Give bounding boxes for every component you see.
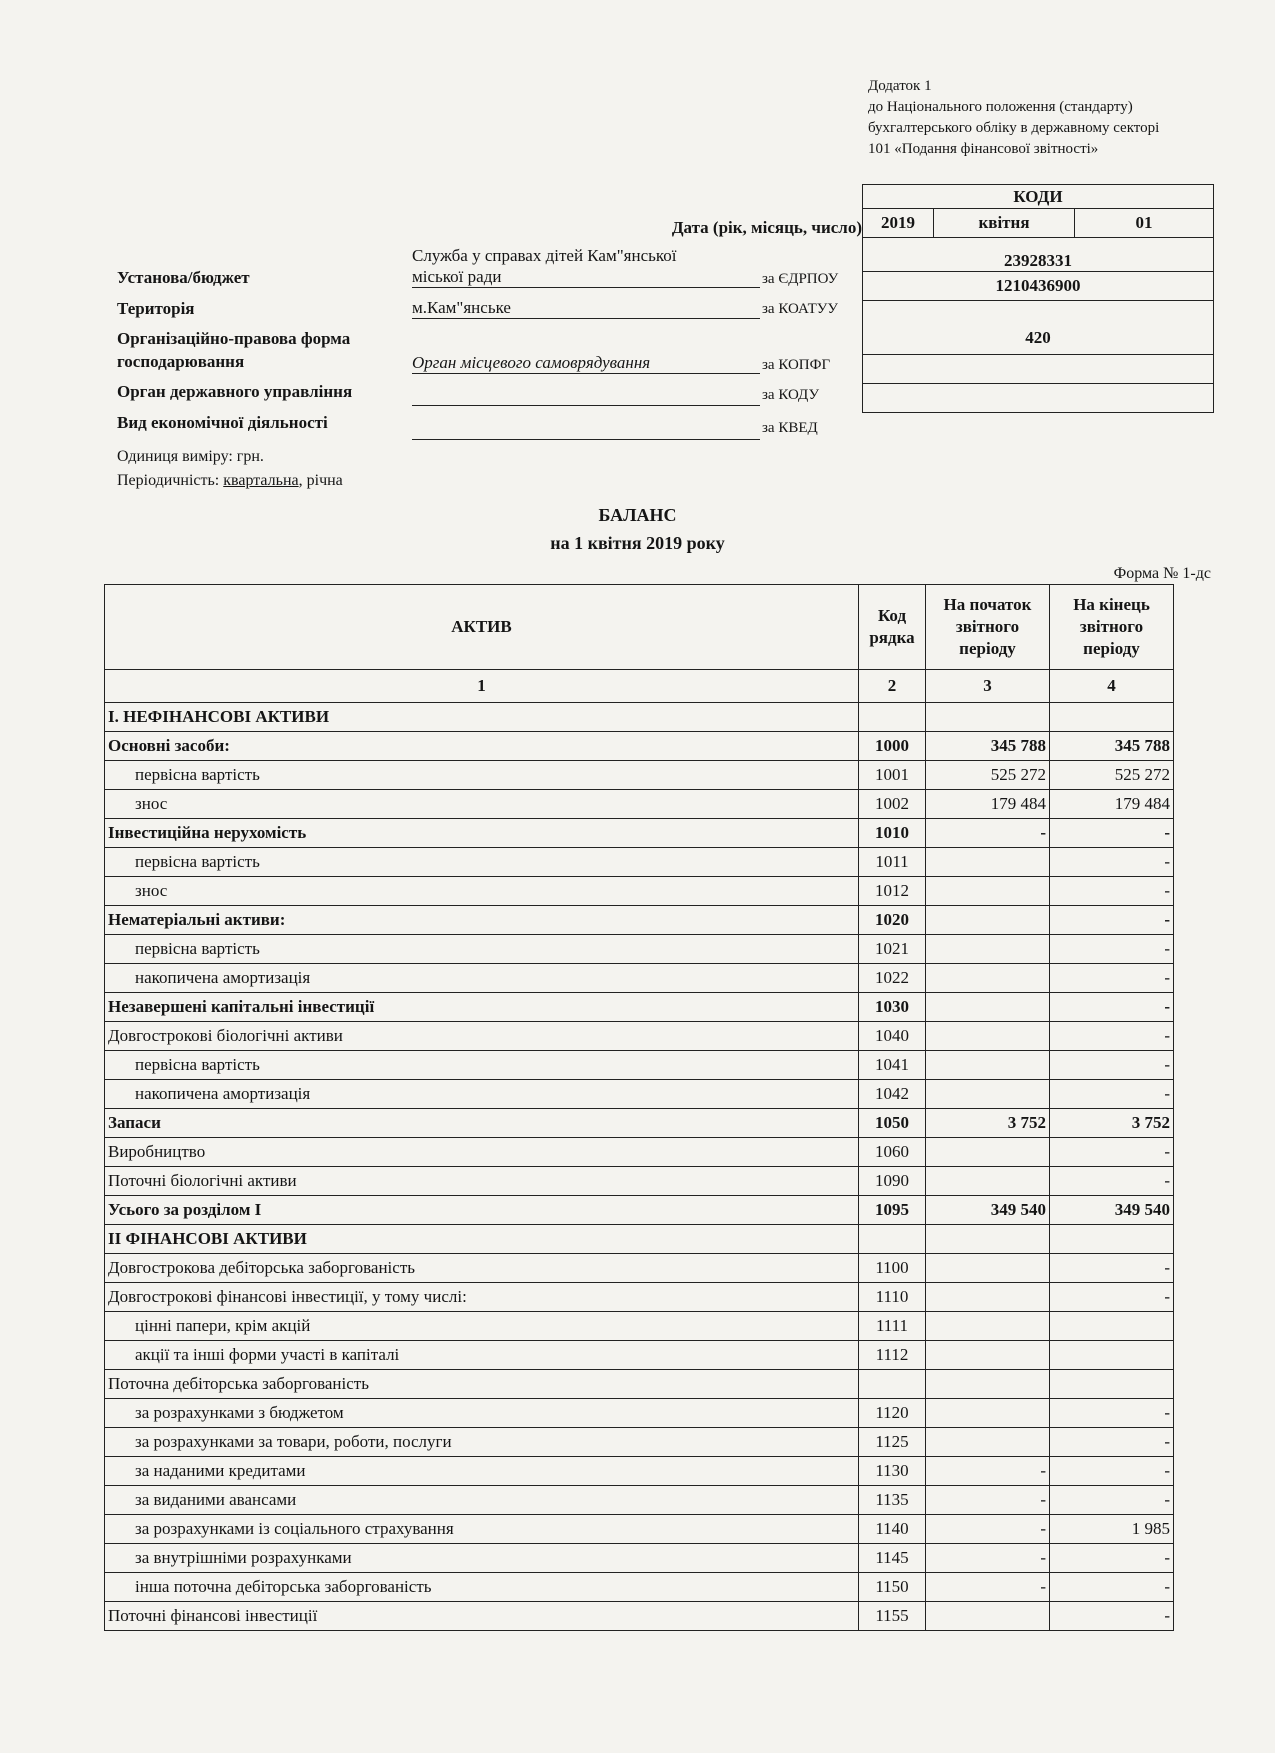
unit-label: Одиниця виміру: грн. — [117, 448, 264, 465]
row-code: 1145 — [859, 1544, 926, 1573]
row-start-value — [926, 1399, 1050, 1428]
table-row — [105, 1573, 1174, 1602]
row-end-value: 179 484 — [1050, 790, 1174, 819]
col-number-1: 1 — [105, 670, 859, 703]
gov-body-label: Орган державного управління — [117, 382, 353, 401]
table-row — [105, 1341, 1174, 1370]
row-name: за внутрішніми розрахунками — [105, 1544, 859, 1573]
row-code: 1050 — [859, 1109, 926, 1138]
kodu-code — [863, 355, 1214, 384]
table-row — [105, 1602, 1174, 1631]
row-start-value — [926, 964, 1050, 993]
row-name: за розрахунками з бюджетом — [105, 1399, 859, 1428]
row-name: Поточні фінансові інвестиції — [105, 1602, 859, 1631]
koatuu-label: за КОАТУУ — [762, 301, 838, 317]
row-end-value: 345 788 — [1050, 732, 1174, 761]
row-start-value: 349 540 — [926, 1196, 1050, 1225]
date-day: 01 — [1075, 209, 1214, 238]
table-row — [105, 761, 1174, 790]
row-end-value: - — [1050, 1602, 1174, 1631]
row-name: цінні папери, крім акцій — [105, 1312, 859, 1341]
row-name: Незавершені капітальні інвестиції — [105, 993, 859, 1022]
row-code: 1125 — [859, 1428, 926, 1457]
row-name: за розрахунками за товари, роботи, послуги — [105, 1428, 859, 1457]
row-end-value: - — [1050, 1254, 1174, 1283]
table-row — [105, 1457, 1174, 1486]
table-row — [105, 993, 1174, 1022]
kodu-label: за КОДУ — [762, 387, 820, 403]
table-row — [105, 819, 1174, 848]
row-start-value — [926, 1312, 1050, 1341]
annex-line-2: до Національного положення (стандарту) — [868, 99, 1133, 115]
row-name: акції та інші форми участі в капіталі — [105, 1341, 859, 1370]
header-end-1: На кінець — [1073, 595, 1150, 614]
row-name: первісна вартість — [105, 848, 859, 877]
col-number-3: 3 — [926, 670, 1050, 703]
territory-label: Територія — [117, 299, 195, 318]
annex-line-1: Додаток 1 — [868, 78, 932, 94]
row-start-value — [926, 1370, 1050, 1399]
row-start-value: 3 752 — [926, 1109, 1050, 1138]
row-start-value — [926, 1254, 1050, 1283]
row-name: за розрахунками із соціального страхування — [105, 1515, 859, 1544]
row-code: 1011 — [859, 848, 926, 877]
row-code: 1040 — [859, 1022, 926, 1051]
edrpou-label: за ЄДРПОУ — [762, 271, 839, 287]
row-end-value: - — [1050, 1022, 1174, 1051]
row-code: 1155 — [859, 1602, 926, 1631]
table-row — [105, 848, 1174, 877]
row-start-value: - — [926, 1573, 1050, 1602]
row-start-value — [926, 1138, 1050, 1167]
row-end-value — [1050, 1341, 1174, 1370]
row-start-value — [926, 993, 1050, 1022]
header-start-1: На початок — [943, 595, 1032, 614]
row-name: знос — [105, 877, 859, 906]
row-end-value: - — [1050, 1138, 1174, 1167]
row-name: Довгострокові біологічні активи — [105, 1022, 859, 1051]
row-start-value — [926, 1051, 1050, 1080]
table-row — [105, 1051, 1174, 1080]
col-number-4: 4 — [1050, 670, 1174, 703]
codes-header: КОДИ — [863, 185, 1214, 209]
header-start-3: періоду — [959, 639, 1016, 658]
row-code: 1150 — [859, 1573, 926, 1602]
table-row — [105, 1544, 1174, 1573]
row-code: 1110 — [859, 1283, 926, 1312]
row-code: 1042 — [859, 1080, 926, 1109]
row-code: 1060 — [859, 1138, 926, 1167]
table-row — [105, 1254, 1174, 1283]
row-code: 1041 — [859, 1051, 926, 1080]
periodicity-quarterly: квартальна — [223, 472, 299, 489]
row-start-value: - — [926, 819, 1050, 848]
table-row — [105, 1283, 1174, 1312]
row-end-value: - — [1050, 848, 1174, 877]
institution-line-2: міської ради — [412, 266, 760, 288]
header-code — [859, 585, 926, 670]
table-row — [105, 790, 1174, 819]
row-code: 1002 — [859, 790, 926, 819]
row-code: 1021 — [859, 935, 926, 964]
annex-line-4: 101 «Подання фінансової звітності» — [868, 141, 1099, 157]
row-start-value: 179 484 — [926, 790, 1050, 819]
row-code — [859, 1370, 926, 1399]
table-row — [105, 1225, 1174, 1254]
row-name: Виробництво — [105, 1138, 859, 1167]
row-start-value — [926, 848, 1050, 877]
row-name: Інвестиційна нерухомість — [105, 819, 859, 848]
row-name: первісна вартість — [105, 935, 859, 964]
row-start-value — [926, 1428, 1050, 1457]
row-start-value — [926, 1602, 1050, 1631]
legal-form-value: Орган місцевого самоврядування — [412, 352, 760, 374]
row-start-value — [926, 1080, 1050, 1109]
header-code-2: рядка — [869, 628, 915, 647]
row-start-value: - — [926, 1515, 1050, 1544]
row-name: Запаси — [105, 1109, 859, 1138]
row-end-value: - — [1050, 906, 1174, 935]
row-end-value: - — [1050, 993, 1174, 1022]
row-name: за виданими авансами — [105, 1486, 859, 1515]
row-start-value: 345 788 — [926, 732, 1050, 761]
row-end-value — [1050, 1370, 1174, 1399]
edrpou-code: 23928331 — [863, 238, 1214, 272]
row-code: 1001 — [859, 761, 926, 790]
row-start-value — [926, 1341, 1050, 1370]
periodicity-prefix: Періодичність: — [117, 472, 224, 489]
table-row — [105, 1486, 1174, 1515]
row-name: Довгострокова дебіторська заборгованість — [105, 1254, 859, 1283]
row-start-value — [926, 935, 1050, 964]
row-name: Нематеріальні активи: — [105, 906, 859, 935]
row-code: 1022 — [859, 964, 926, 993]
header-end-2: звітного — [1079, 617, 1144, 636]
kopfg-code: 420 — [863, 301, 1214, 355]
row-code — [859, 1225, 926, 1254]
periodicity — [117, 472, 343, 490]
territory-value: м.Кам"янське — [412, 297, 760, 319]
annex-note — [868, 76, 1159, 160]
col-number-2: 2 — [859, 670, 926, 703]
row-code: 1020 — [859, 906, 926, 935]
institution-line-1: Служба у справах дітей Кам"янської — [412, 246, 677, 265]
row-end-value: - — [1050, 935, 1174, 964]
row-end-value: - — [1050, 877, 1174, 906]
row-end-value: 3 752 — [1050, 1109, 1174, 1138]
row-end-value: 525 272 — [1050, 761, 1174, 790]
header-start-2: звітного — [955, 617, 1020, 636]
row-start-value: - — [926, 1457, 1050, 1486]
row-end-value: - — [1050, 1486, 1174, 1515]
row-name: первісна вартість — [105, 1051, 859, 1080]
row-name: за наданими кредитами — [105, 1457, 859, 1486]
header-end-3: періоду — [1083, 639, 1140, 658]
row-end-value: - — [1050, 819, 1174, 848]
table-row — [105, 703, 1174, 732]
row-code: 1012 — [859, 877, 926, 906]
table-row — [105, 1428, 1174, 1457]
document-subtitle: на 1 квітня 2019 року — [550, 533, 725, 553]
row-start-value: - — [926, 1544, 1050, 1573]
table-row — [105, 1138, 1174, 1167]
activity-label: Вид економічної діяльності — [117, 413, 328, 432]
row-name: II ФІНАНСОВІ АКТИВИ — [105, 1225, 859, 1254]
table-row — [105, 964, 1174, 993]
row-start-value — [926, 703, 1050, 732]
row-end-value: - — [1050, 1080, 1174, 1109]
row-code: 1090 — [859, 1167, 926, 1196]
table-row — [105, 732, 1174, 761]
koatuu-code: 1210436900 — [863, 272, 1214, 301]
table-row — [105, 1167, 1174, 1196]
row-end-value: - — [1050, 1428, 1174, 1457]
date-label: Дата (рік, місяць, число) — [671, 218, 862, 237]
row-name: Усього за розділом I — [105, 1196, 859, 1225]
periodicity-rest: , річна — [298, 472, 343, 489]
row-start-value: 525 272 — [926, 761, 1050, 790]
row-code: 1135 — [859, 1486, 926, 1515]
gov-body-value — [412, 384, 760, 406]
row-start-value: - — [926, 1486, 1050, 1515]
row-code: 1100 — [859, 1254, 926, 1283]
row-start-value — [926, 1225, 1050, 1254]
annex-line-3: бухгалтерського обліку в державному секторі — [868, 120, 1160, 136]
row-end-value: 1 985 — [1050, 1515, 1174, 1544]
date-month: квітня — [934, 209, 1075, 238]
row-end-value: - — [1050, 1544, 1174, 1573]
row-name: знос — [105, 790, 859, 819]
row-end-value: - — [1050, 1573, 1174, 1602]
row-code: 1111 — [859, 1312, 926, 1341]
row-end-value: - — [1050, 964, 1174, 993]
row-end-value — [1050, 1312, 1174, 1341]
row-name: Основні засоби: — [105, 732, 859, 761]
row-end-value: - — [1050, 1457, 1174, 1486]
codes-table — [862, 184, 1214, 413]
row-start-value — [926, 1283, 1050, 1312]
row-name: Довгострокові фінансові інвестиції, у тому числі: — [105, 1283, 859, 1312]
row-code: 1030 — [859, 993, 926, 1022]
row-code: 1000 — [859, 732, 926, 761]
row-start-value — [926, 1022, 1050, 1051]
form-number: Форма № 1-дс — [1113, 565, 1211, 582]
table-row — [105, 1370, 1174, 1399]
row-start-value — [926, 906, 1050, 935]
row-end-value: - — [1050, 1167, 1174, 1196]
date-year: 2019 — [863, 209, 934, 238]
row-code — [859, 703, 926, 732]
table-row — [105, 935, 1174, 964]
table-row — [105, 1022, 1174, 1051]
row-code: 1140 — [859, 1515, 926, 1544]
legal-form-label-2: господарювання — [117, 352, 245, 371]
table-row — [105, 906, 1174, 935]
institution-label: Установа/бюджет — [117, 268, 250, 287]
header-start — [926, 585, 1050, 670]
balance-table — [104, 584, 1174, 1631]
row-name: I. НЕФІНАНСОВІ АКТИВИ — [105, 703, 859, 732]
row-end-value — [1050, 703, 1174, 732]
table-row — [105, 1109, 1174, 1138]
table-row — [105, 1312, 1174, 1341]
row-code: 1095 — [859, 1196, 926, 1225]
row-start-value — [926, 1167, 1050, 1196]
row-name: Поточна дебіторська заборгованість — [105, 1370, 859, 1399]
row-end-value: - — [1050, 1399, 1174, 1428]
table-row — [105, 1196, 1174, 1225]
row-end-value: 349 540 — [1050, 1196, 1174, 1225]
row-name: накопичена амортизація — [105, 1080, 859, 1109]
row-name: накопичена амортизація — [105, 964, 859, 993]
row-name: Поточні біологічні активи — [105, 1167, 859, 1196]
kved-label: за КВЕД — [762, 420, 818, 436]
table-row — [105, 1399, 1174, 1428]
table-row — [105, 1515, 1174, 1544]
row-code: 1010 — [859, 819, 926, 848]
table-row — [105, 1080, 1174, 1109]
kopfg-label: за КОПФГ — [762, 357, 831, 373]
header-end — [1050, 585, 1174, 670]
activity-value — [412, 418, 760, 440]
row-code: 1112 — [859, 1341, 926, 1370]
document-title: БАЛАНС — [598, 505, 677, 525]
legal-form-label-1: Організаційно-правова форма — [117, 329, 351, 348]
row-code: 1130 — [859, 1457, 926, 1486]
row-start-value — [926, 877, 1050, 906]
table-row — [105, 877, 1174, 906]
header-asset: АКТИВ — [105, 585, 859, 670]
row-code: 1120 — [859, 1399, 926, 1428]
header-code-1: Код — [877, 606, 907, 625]
kved-code — [863, 384, 1214, 413]
row-end-value: - — [1050, 1051, 1174, 1080]
row-name: інша поточна дебіторська заборгованість — [105, 1573, 859, 1602]
row-name: первісна вартість — [105, 761, 859, 790]
row-end-value: - — [1050, 1283, 1174, 1312]
row-end-value — [1050, 1225, 1174, 1254]
